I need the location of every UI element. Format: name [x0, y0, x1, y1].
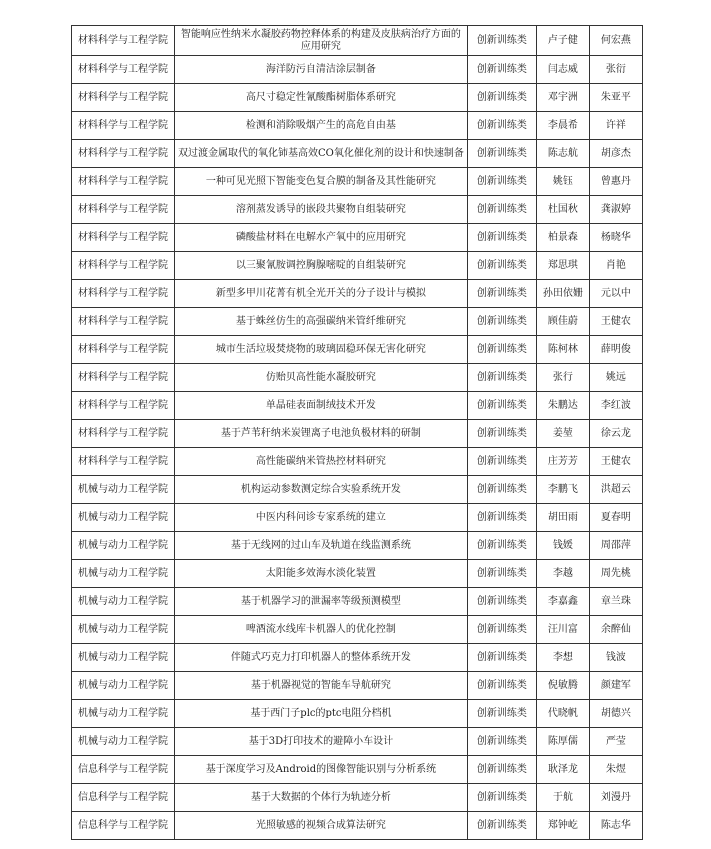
college-cell: 材料科学与工程学院: [72, 84, 175, 112]
leader-cell: 钱媛: [536, 532, 589, 560]
leader-cell: 卢子健: [536, 26, 589, 56]
college-cell: 机械与动力工程学院: [72, 700, 175, 728]
project-type-cell: 创新训练类: [467, 196, 536, 224]
project-type-cell: 创新训练类: [467, 224, 536, 252]
project-title-cell: 基于西门子plc的ptc电阻分档机: [175, 700, 468, 728]
project-type-cell: 创新训练类: [467, 336, 536, 364]
project-type-cell: 创新训练类: [467, 588, 536, 616]
table-row: [72, 476, 643, 504]
leader-cell: 杜国秋: [536, 196, 589, 224]
leader-cell: 陈志航: [536, 140, 589, 168]
college-cell: 材料科学与工程学院: [72, 336, 175, 364]
project-title-cell: 太阳能多效海水淡化装置: [175, 560, 468, 588]
project-title-cell: 磷酸盐材料在电解水产氧中的应用研究: [175, 224, 468, 252]
leader-cell: 柏景森: [536, 224, 589, 252]
table-row: [72, 728, 643, 756]
project-table-body: [72, 26, 643, 840]
table-row: [72, 364, 643, 392]
project-type-cell: 创新训练类: [467, 26, 536, 56]
project-title-cell: 一种可见光照下智能变色复合膜的制备及其性能研究: [175, 168, 468, 196]
project-title-cell: 新型多甲川花菁有机全光开关的分子设计与模拟: [175, 280, 468, 308]
advisor-cell: 朱亚平: [589, 84, 642, 112]
advisor-cell: 曾惠丹: [589, 168, 642, 196]
advisor-cell: 严莹: [589, 728, 642, 756]
table-row: [72, 112, 643, 140]
project-title-cell: 基于3D打印技术的避障小车设计: [175, 728, 468, 756]
project-type-cell: 创新训练类: [467, 756, 536, 784]
table-row: [72, 532, 643, 560]
college-cell: 机械与动力工程学院: [72, 588, 175, 616]
project-title-cell: 高性能碳纳米管热控材料研究: [175, 448, 468, 476]
project-title-cell: 伴随式巧克力打印机器人的整体系统开发: [175, 644, 468, 672]
leader-cell: 郑思琪: [536, 252, 589, 280]
project-type-cell: 创新训练类: [467, 560, 536, 588]
college-cell: 材料科学与工程学院: [72, 392, 175, 420]
advisor-cell: 元以中: [589, 280, 642, 308]
project-title-cell: 以三聚氰胺调控胸腺嘧啶的自组装研究: [175, 252, 468, 280]
project-type-cell: 创新训练类: [467, 728, 536, 756]
project-type-cell: 创新训练类: [467, 784, 536, 812]
project-title-cell: 高尺寸稳定性氰酸酯树脂体系研究: [175, 84, 468, 112]
project-type-cell: 创新训练类: [467, 644, 536, 672]
advisor-cell: 胡德兴: [589, 700, 642, 728]
advisor-cell: 何宏燕: [589, 26, 642, 56]
project-title-cell: 双过渡金属取代的氧化铈基高效CO氧化催化剂的设计和快速制备: [175, 140, 468, 168]
college-cell: 材料科学与工程学院: [72, 364, 175, 392]
leader-cell: 代晓帆: [536, 700, 589, 728]
advisor-cell: 余醉仙: [589, 616, 642, 644]
leader-cell: 陈厚儒: [536, 728, 589, 756]
table-row: [72, 700, 643, 728]
leader-cell: 闫志威: [536, 56, 589, 84]
project-title-cell: 溶剂蒸发诱导的嵌段共聚物自组装研究: [175, 196, 468, 224]
project-type-cell: 创新训练类: [467, 168, 536, 196]
table-row: [72, 336, 643, 364]
college-cell: 材料科学与工程学院: [72, 140, 175, 168]
project-type-cell: 创新训练类: [467, 476, 536, 504]
leader-cell: 倪敏腾: [536, 672, 589, 700]
project-type-cell: 创新训练类: [467, 672, 536, 700]
leader-cell: 李嘉鑫: [536, 588, 589, 616]
project-type-cell: 创新训练类: [467, 532, 536, 560]
project-type-cell: 创新训练类: [467, 812, 536, 840]
leader-cell: 姜堃: [536, 420, 589, 448]
table-row: [72, 26, 643, 56]
table-row: [72, 252, 643, 280]
advisor-cell: 周先桃: [589, 560, 642, 588]
project-type-cell: 创新训练类: [467, 280, 536, 308]
leader-cell: 陈柯林: [536, 336, 589, 364]
table-row: [72, 644, 643, 672]
leader-cell: 李晨希: [536, 112, 589, 140]
advisor-cell: 颜建军: [589, 672, 642, 700]
advisor-cell: 周邵萍: [589, 532, 642, 560]
college-cell: 材料科学与工程学院: [72, 448, 175, 476]
project-title-cell: 中医内科问诊专家系统的建立: [175, 504, 468, 532]
project-title-cell: 光照敏感的视频合成算法研究: [175, 812, 468, 840]
leader-cell: 姚钰: [536, 168, 589, 196]
college-cell: 信息科学与工程学院: [72, 812, 175, 840]
leader-cell: 朱鹏达: [536, 392, 589, 420]
project-title-cell: 基于深度学习及Android的图像智能识别与分析系统: [175, 756, 468, 784]
college-cell: 机械与动力工程学院: [72, 672, 175, 700]
project-type-cell: 创新训练类: [467, 420, 536, 448]
project-title-cell: 基于无线网的过山车及轨道在线监测系统: [175, 532, 468, 560]
leader-cell: 李鹏飞: [536, 476, 589, 504]
college-cell: 机械与动力工程学院: [72, 532, 175, 560]
project-type-cell: 创新训练类: [467, 84, 536, 112]
advisor-cell: 章兰珠: [589, 588, 642, 616]
table-row: [72, 140, 643, 168]
advisor-cell: 刘漫丹: [589, 784, 642, 812]
table-row: [72, 420, 643, 448]
table-row: [72, 308, 643, 336]
advisor-cell: 姚远: [589, 364, 642, 392]
advisor-cell: 许祥: [589, 112, 642, 140]
leader-cell: 顾佳蔚: [536, 308, 589, 336]
college-cell: 材料科学与工程学院: [72, 196, 175, 224]
table-row: [72, 56, 643, 84]
college-cell: 材料科学与工程学院: [72, 308, 175, 336]
project-title-cell: 检测和消除吸烟产生的高危自由基: [175, 112, 468, 140]
leader-cell: 庄芳芳: [536, 448, 589, 476]
advisor-cell: 钱波: [589, 644, 642, 672]
advisor-cell: 洪超云: [589, 476, 642, 504]
college-cell: 材料科学与工程学院: [72, 56, 175, 84]
table-row: [72, 168, 643, 196]
college-cell: 材料科学与工程学院: [72, 224, 175, 252]
project-title-cell: 啤酒流水线库卡机器人的优化控制: [175, 616, 468, 644]
college-cell: 材料科学与工程学院: [72, 26, 175, 56]
leader-cell: 邓宇洲: [536, 84, 589, 112]
college-cell: 机械与动力工程学院: [72, 504, 175, 532]
advisor-cell: 徐云龙: [589, 420, 642, 448]
table-row: [72, 448, 643, 476]
table-row: [72, 588, 643, 616]
leader-cell: 李想: [536, 644, 589, 672]
college-cell: 机械与动力工程学院: [72, 644, 175, 672]
project-type-cell: 创新训练类: [467, 112, 536, 140]
college-cell: 信息科学与工程学院: [72, 784, 175, 812]
advisor-cell: 夏春明: [589, 504, 642, 532]
table-row: [72, 392, 643, 420]
table-row: [72, 84, 643, 112]
project-title-cell: 仿贻贝高性能水凝胶研究: [175, 364, 468, 392]
college-cell: 材料科学与工程学院: [72, 420, 175, 448]
project-title-cell: 基于机器学习的泄漏率等级预测模型: [175, 588, 468, 616]
project-title-cell: 机构运动参数测定综合实验系统开发: [175, 476, 468, 504]
table-row: [72, 812, 643, 840]
advisor-cell: 肖艳: [589, 252, 642, 280]
leader-cell: 孙田依姗: [536, 280, 589, 308]
project-type-cell: 创新训练类: [467, 448, 536, 476]
advisor-cell: 张衍: [589, 56, 642, 84]
advisor-cell: 胡彦杰: [589, 140, 642, 168]
project-type-cell: 创新训练类: [467, 392, 536, 420]
project-title-cell: 单晶硅表面制绒技术开发: [175, 392, 468, 420]
project-type-cell: 创新训练类: [467, 56, 536, 84]
project-title-cell: 智能响应性纳米水凝胶药物控释体系的构建及皮肤病治疗方面的应用研究: [175, 26, 468, 56]
advisor-cell: 朱煜: [589, 756, 642, 784]
project-title-cell: 基于机器视觉的智能车导航研究: [175, 672, 468, 700]
college-cell: 机械与动力工程学院: [72, 616, 175, 644]
table-row: [72, 784, 643, 812]
college-cell: 材料科学与工程学院: [72, 280, 175, 308]
project-type-cell: 创新训练类: [467, 252, 536, 280]
project-type-cell: 创新训练类: [467, 616, 536, 644]
table-row: [72, 224, 643, 252]
leader-cell: 郑钟屹: [536, 812, 589, 840]
advisor-cell: 薛明俊: [589, 336, 642, 364]
project-table: [71, 25, 643, 840]
advisor-cell: 王健农: [589, 308, 642, 336]
college-cell: 机械与动力工程学院: [72, 476, 175, 504]
college-cell: 机械与动力工程学院: [72, 728, 175, 756]
project-title-cell: 城市生活垃圾焚烧物的玻璃固稳环保无害化研究: [175, 336, 468, 364]
table-row: [72, 672, 643, 700]
college-cell: 材料科学与工程学院: [72, 252, 175, 280]
project-title-cell: 海洋防污自清洁涂层制备: [175, 56, 468, 84]
leader-cell: 胡田雨: [536, 504, 589, 532]
college-cell: 机械与动力工程学院: [72, 560, 175, 588]
college-cell: 材料科学与工程学院: [72, 112, 175, 140]
project-title-cell: 基于芦苇秆纳米炭锂离子电池负极材料的研制: [175, 420, 468, 448]
college-cell: 材料科学与工程学院: [72, 168, 175, 196]
advisor-cell: 杨晓华: [589, 224, 642, 252]
project-type-cell: 创新训练类: [467, 700, 536, 728]
project-title-cell: 基于大数据的个体行为轨迹分析: [175, 784, 468, 812]
table-row: [72, 196, 643, 224]
leader-cell: 李越: [536, 560, 589, 588]
leader-cell: 于航: [536, 784, 589, 812]
leader-cell: 汪川富: [536, 616, 589, 644]
project-list-page: [71, 25, 643, 840]
table-row: [72, 504, 643, 532]
leader-cell: 耿泽龙: [536, 756, 589, 784]
leader-cell: 张行: [536, 364, 589, 392]
project-title-cell: 基于蛛丝仿生的高强碳纳米管纤维研究: [175, 308, 468, 336]
table-row: [72, 616, 643, 644]
table-row: [72, 280, 643, 308]
table-row: [72, 756, 643, 784]
project-type-cell: 创新训练类: [467, 308, 536, 336]
college-cell: 信息科学与工程学院: [72, 756, 175, 784]
advisor-cell: 李红波: [589, 392, 642, 420]
table-row: [72, 560, 643, 588]
advisor-cell: 龚淑婷: [589, 196, 642, 224]
project-type-cell: 创新训练类: [467, 504, 536, 532]
project-type-cell: 创新训练类: [467, 364, 536, 392]
advisor-cell: 陈志华: [589, 812, 642, 840]
advisor-cell: 王健农: [589, 448, 642, 476]
project-type-cell: 创新训练类: [467, 140, 536, 168]
